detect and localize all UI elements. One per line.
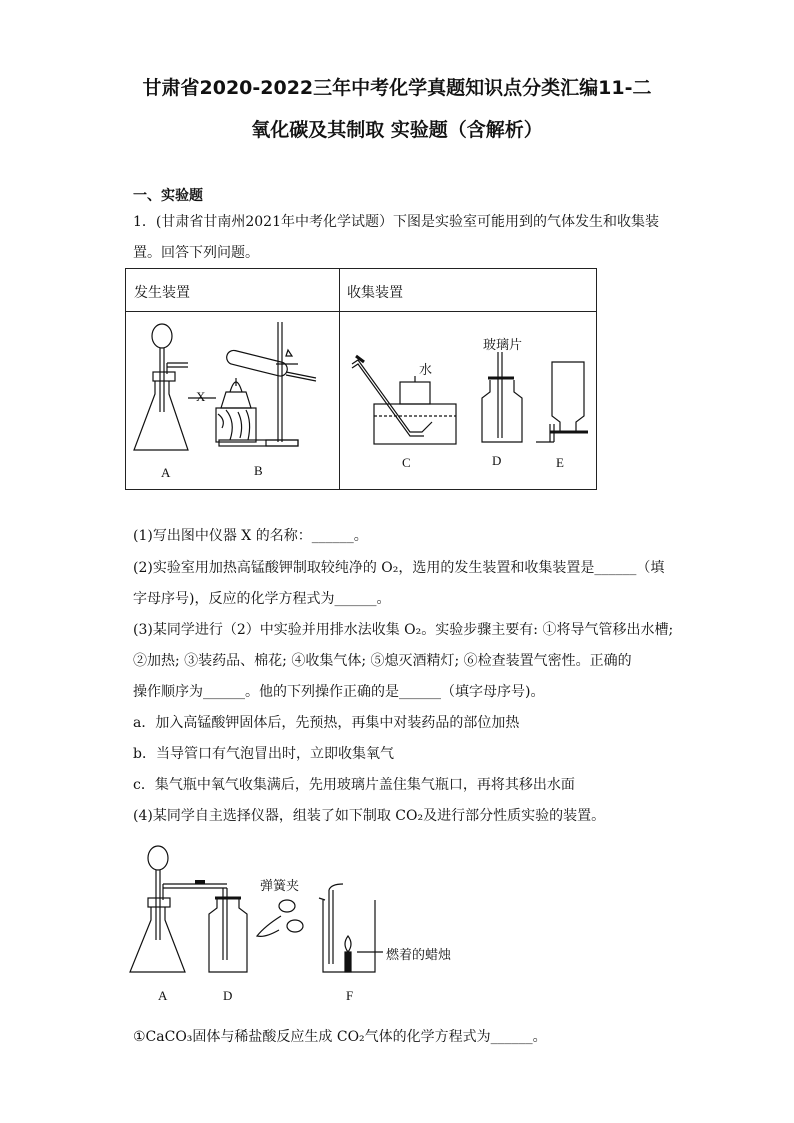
part4-question1: ①CaCO₃固体与稀盐酸反应生成 CO₂气体的化学方程式为______。 [133,1029,547,1045]
part1-question: (1)写出图中仪器 X 的名称：______。 [133,528,368,544]
part4-intro: (4)某同学自主选择仪器，组装了如下制取 CO₂及进行部分性质实验的装置。 [133,808,606,824]
label-b: B [254,463,263,478]
part3-line3: 操作顺序为______。他的下列操作正确的是______（填字母序号)。 [133,684,545,700]
apparatus-table [125,268,597,490]
label-water: 水 [419,362,433,377]
label-fig2-d: D [223,988,233,1003]
option-a: a．加入高锰酸钾固体后，先预热，再集中对装药品的部位加热 [133,715,520,731]
part3-line1: (3)某同学进行（2）中实验并用排水法收集 O₂。实验步骤主要有: ①将导气管移出水槽; [133,622,674,638]
header-collection-apparatus: 收集装置 [347,285,403,301]
label-fig2-a: A [158,988,168,1003]
apparatus-b-heating-illustration [126,312,339,489]
question1-stem-line2: 置。回答下列问题。 [133,245,259,261]
header-generation-apparatus: 发生装置 [134,285,190,301]
label-a: A [161,465,171,480]
label-d: D [492,453,502,468]
label-glass-plate: 玻璃片 [483,337,523,352]
part3-line2: ②加热; ③装药品、棉花; ④收集气体; ⑤熄灭酒精灯; ⑥检查装置气密性。正确的 [133,653,632,669]
label-fig2-f: F [346,988,354,1003]
document-title-line2: 氧化碳及其制取 实验题（含解析） [251,119,543,141]
label-burning-candle: 燃着的蜡烛 [386,948,452,963]
section-heading: 一、实验题 [133,188,203,204]
label-c: C [402,455,411,470]
label-e: E [556,455,564,470]
option-b: b．当导管口有气泡冒出时，立即收集氧气 [133,746,394,762]
part2-line1: (2)实验室用加热高锰酸钾制取较纯净的 O₂，选用的发生装置和收集装置是______（填 [133,560,665,576]
option-c: c．集气瓶中氧气收集满后，先用玻璃片盖住集气瓶口，再将其移出水面 [133,777,575,793]
label-x: X [196,389,206,404]
co2-apparatus-illustration [125,840,485,1000]
question1-stem-line1: 1．(甘肃省甘南州2021年中考化学试题）下图是实验室可能用到的气体发生和收集装 [133,214,659,230]
document-title-line1: 甘肃省2020-2022三年中考化学真题知识点分类汇编11-二 [142,77,652,99]
label-spring-clip: 弹簧夹 [260,879,300,894]
part2-line2: 字母序号)，反应的化学方程式为______。 [133,591,391,607]
